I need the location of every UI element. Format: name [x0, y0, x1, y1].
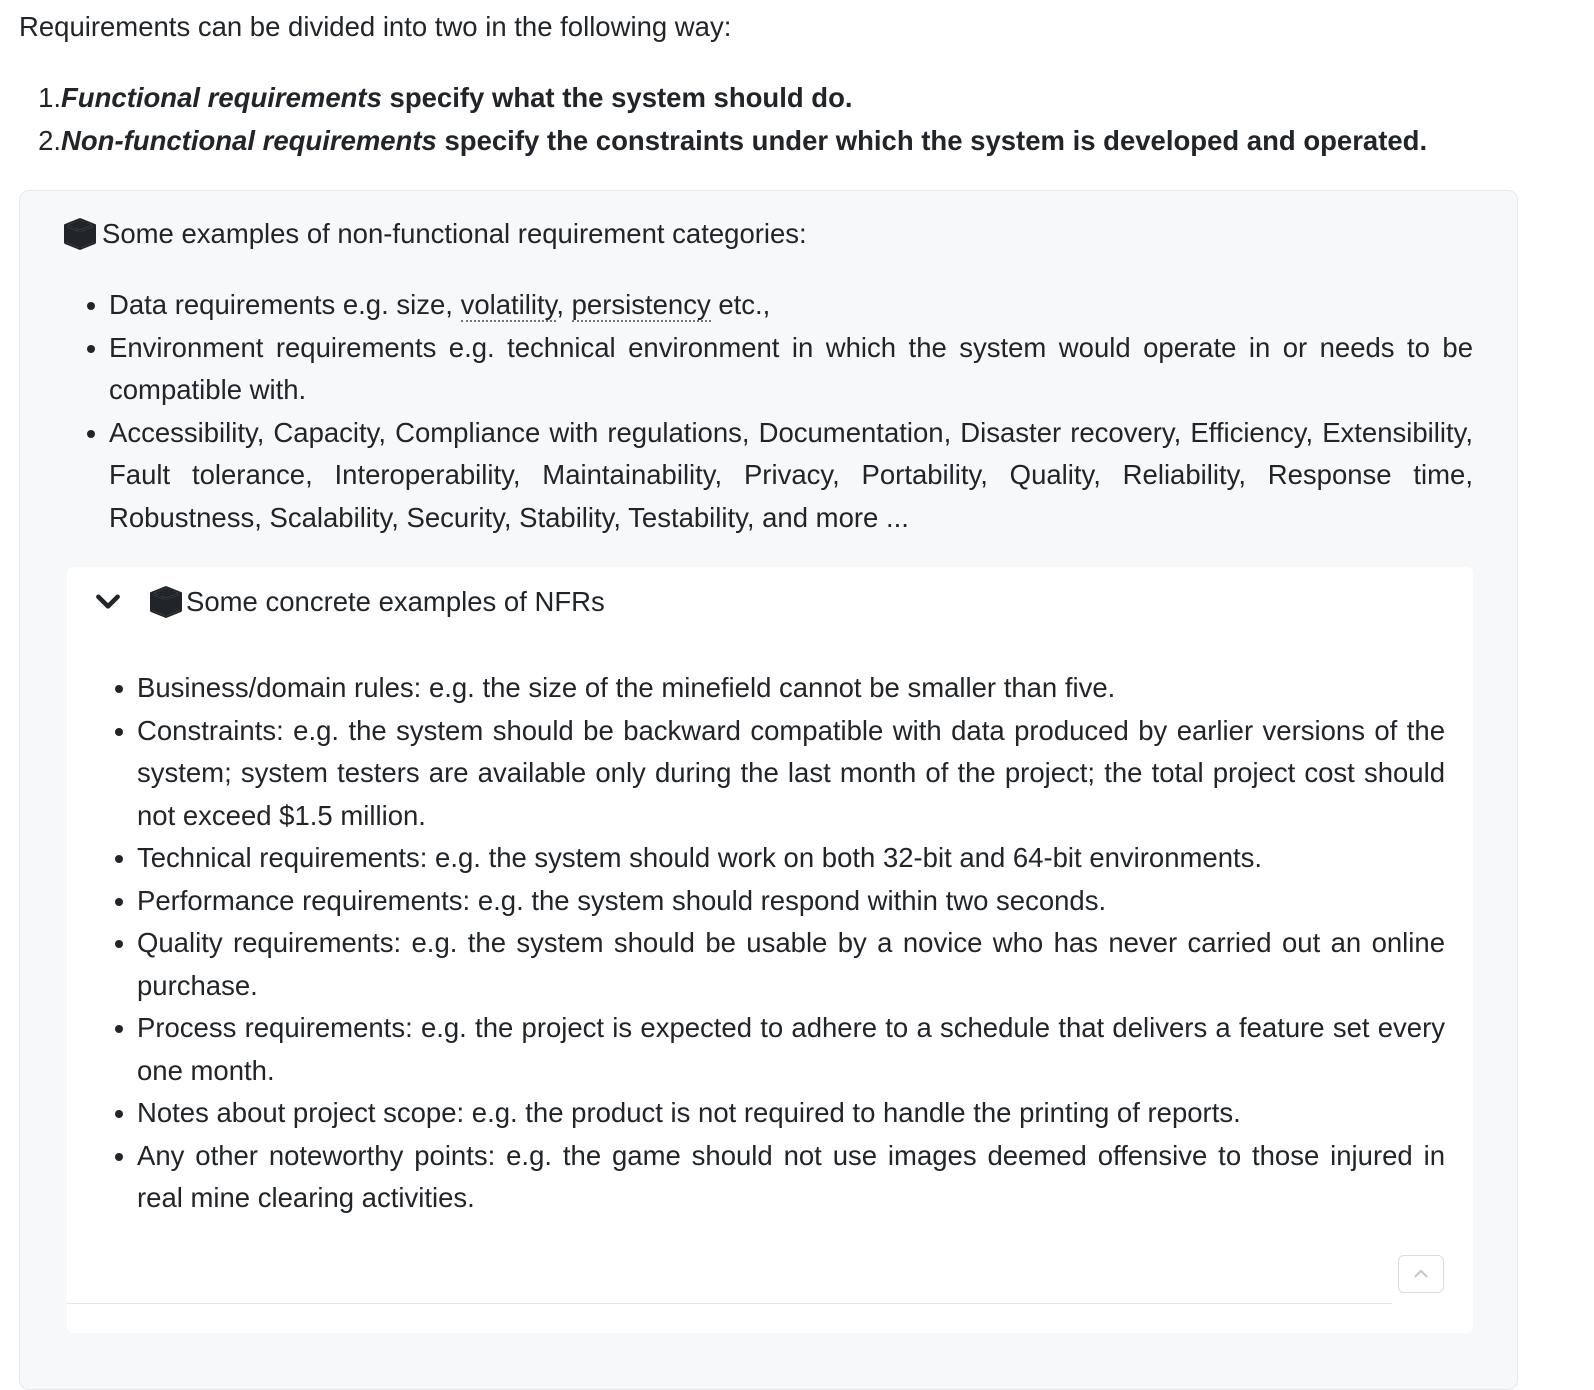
- data-req-separator: ,: [556, 289, 572, 320]
- expandable-title[interactable]: Some concrete examples of NFRs: [186, 586, 605, 617]
- nfr-examples-list: [137, 667, 1445, 1220]
- data-req-prefix: Data requirements e.g. size,: [109, 289, 461, 320]
- nfr-categories-panel: [19, 190, 1518, 1390]
- chevron-down-icon[interactable]: [94, 588, 122, 616]
- data-req-suffix: etc.,: [710, 289, 771, 320]
- persistency-term[interactable]: persistency: [571, 289, 711, 320]
- list-item: [19, 77, 1579, 120]
- list-item: Notes about project scope: e.g. the product is not required to handle the printing of reports.: [137, 1092, 1445, 1135]
- list-item-body: [61, 77, 853, 120]
- list-item: [19, 120, 1579, 163]
- list-item-body: [61, 120, 1427, 163]
- list-item: Business/domain rules: e.g. the size of the minefield cannot be smaller than five.: [137, 667, 1445, 710]
- list-item: Quality requirements: e.g. the system should be usable by a novice who has never carried out an online purchase.: [137, 922, 1445, 1007]
- requirement-description: specify what the system should do.: [381, 82, 853, 113]
- volatility-term[interactable]: volatility: [460, 289, 557, 320]
- list-item: Any other noteworthy points: e.g. the game should not use images deemed offensive to those injured in real mine clearing activities.: [137, 1135, 1445, 1220]
- nfr-examples-panel: [67, 567, 1473, 1333]
- requirement-term: Functional requirements: [61, 82, 382, 113]
- list-number: 1.: [38, 82, 61, 113]
- requirement-types-list: [19, 77, 1579, 162]
- categories-list: [109, 284, 1473, 539]
- list-item: Accessibility, Capacity, Compliance with regulations, Documentation, Disaster recovery, Efficiency, Extensibility, Fault tolerance, Interoperability, Maintainability, Privacy, Portability, Quality, Reliability, Response time, Robustness, Scalability, Security, Stability, Testability, and more ...: [109, 412, 1473, 540]
- list-item: Environment requirements e.g. technical environment in which the system would operate in or needs to be compatible with.: [109, 327, 1473, 412]
- list-item: Constraints: e.g. the system should be backward compatible with data produced by earlier versions of the system; system testers are available only during the last month of the project; the total project cost should not exceed $1.5 million.: [137, 710, 1445, 838]
- collapse-button[interactable]: [1398, 1255, 1444, 1293]
- panel-title-text: Some examples of non-functional requirement categories:: [102, 218, 807, 249]
- list-item: [109, 284, 1473, 327]
- panel-title: [64, 213, 807, 256]
- divider: [67, 1303, 1392, 1304]
- list-item: Technical requirements: e.g. the system should work on both 32-bit and 64-bit environments.: [137, 837, 1445, 880]
- chevron-up-icon: [1411, 1264, 1431, 1284]
- list-item: Process requirements: e.g. the project is expected to adhere to a schedule that delivers a feature set every one month.: [137, 1007, 1445, 1092]
- requirement-term: Non-functional requirements: [61, 124, 437, 156]
- requirement-description: specify the constraints under which the system is developed and operated.: [436, 124, 1428, 156]
- list-item: Performance requirements: e.g. the system should respond within two seconds.: [137, 880, 1445, 923]
- cube-icon: [64, 218, 96, 250]
- list-number: 2.: [38, 124, 61, 156]
- cube-icon: [150, 586, 182, 618]
- intro-text: Requirements can be divided into two in the following way:: [19, 11, 732, 42]
- expandable-header[interactable]: [94, 581, 605, 624]
